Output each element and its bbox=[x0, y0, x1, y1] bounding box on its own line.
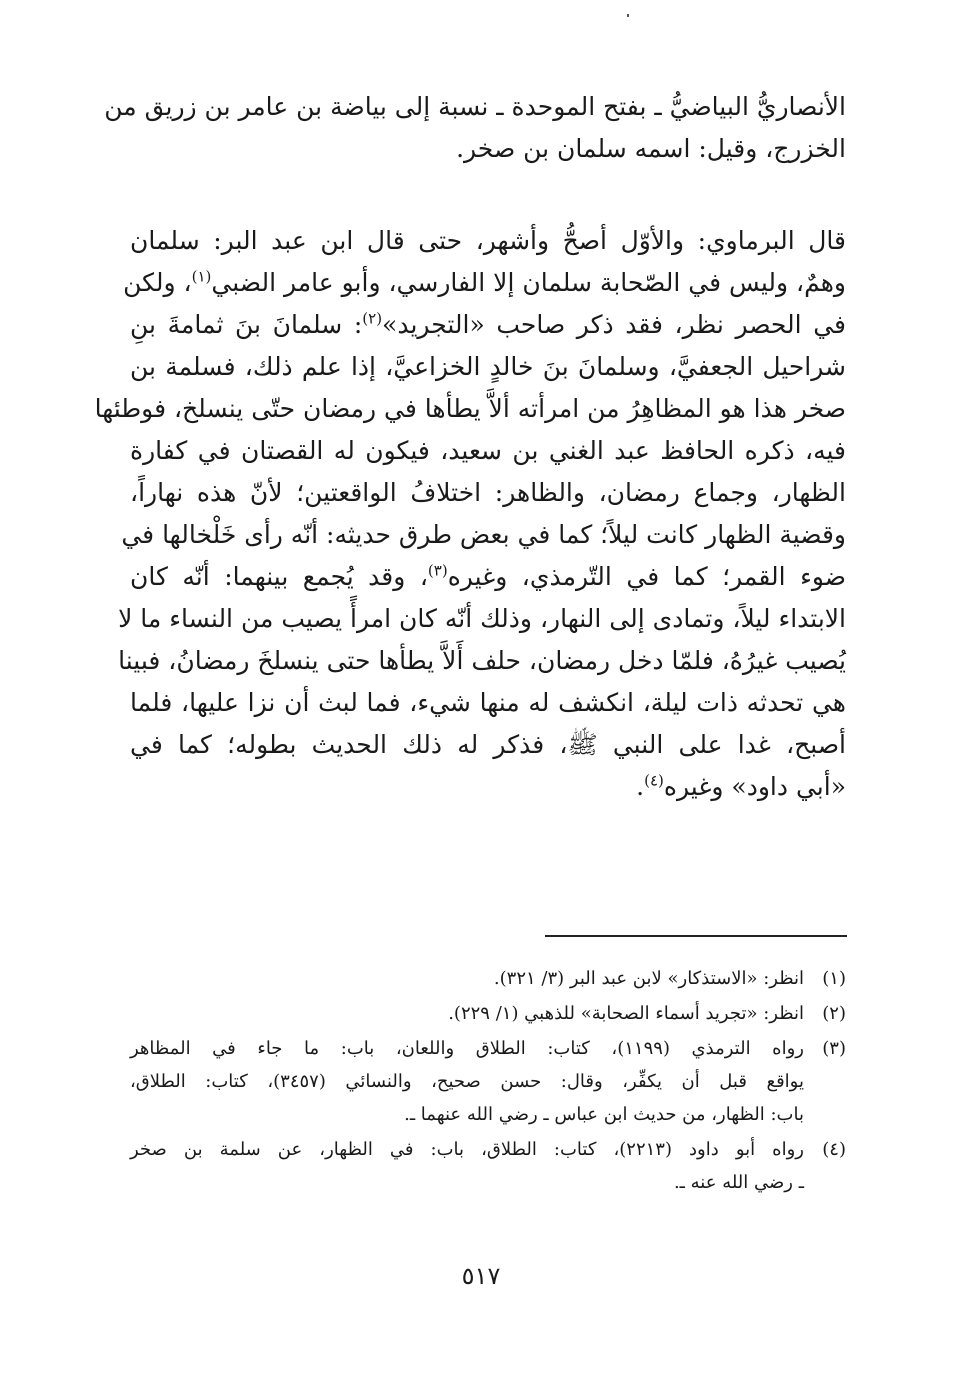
scan-mark bbox=[627, 14, 629, 17]
footnote-number: (٣) bbox=[822, 1038, 846, 1059]
text-line: يُصيب غيرُهُ، فلمّا دخل رمضان، حلف أَلاَّ يطأها حتى ينسلخَ رمضانُ، فبينا bbox=[118, 646, 846, 675]
footnote-number: (١) bbox=[822, 968, 846, 989]
footnote-line: رواه أبو داود (٢٢١٣)، كتاب: الطلاق، باب: في الظهار، عن سلمة بن صخر bbox=[130, 1139, 804, 1160]
text-line: هي تحدثه ذات ليلة، انكشف له منها شيء، فما لبث أن نزا عليها، فلما bbox=[130, 688, 846, 717]
text-line: الابتداء ليلاً، وتمادى إلى النهار، وذلك أنّه كان امرأً يصيب من النساء ما لا bbox=[118, 604, 846, 633]
footnote-line: انظر: «تجريد أسماء الصحابة» للذهبي (١/ ٢٢٩). bbox=[448, 1003, 804, 1024]
main-paragraph bbox=[94, 220, 847, 808]
footnote-ref: (٤) bbox=[644, 771, 664, 790]
page-number: ٥١٧ bbox=[461, 1262, 501, 1290]
text-line: الخزرج، وقيل: اسمه سلمان بن صخر. bbox=[456, 134, 846, 163]
footnote-line: باب: الظهار، من حديث ابن عباس ـ رضي الله عنهما ـ. bbox=[404, 1104, 804, 1125]
text-line bbox=[130, 766, 846, 808]
footnote-line: ـ رضي الله عنه ـ. bbox=[673, 1172, 804, 1193]
text-segment: «أبي داود» وغيره bbox=[663, 772, 846, 801]
text-line bbox=[123, 262, 846, 304]
footnote-4 bbox=[130, 1133, 846, 1199]
footnote-line: رواه الترمذي (١١٩٩)، كتاب: الطلاق واللعان، باب: ما جاء في المظاهر bbox=[130, 1038, 804, 1059]
text-line: شراحيل الجعفيَّ، وسلمانَ بنَ خالدٍ الخزاعيَّ، إذا علم ذلك، فسلمة بن bbox=[130, 352, 846, 381]
text-line: قال البرماوي: والأوّل أصحُّ وأشهر، حتى قال ابن عبد البر: سلمان bbox=[130, 226, 846, 255]
text-line: صخر هذا هو المظاهِرُ من امرأته ألاَّ يطأها في رمضان حتّى ينسلخ، فوطئها bbox=[94, 394, 846, 423]
footnote-line: انظر: «الاستذكار» لابن عبد البر (٣/ ٣٢١). bbox=[493, 968, 804, 989]
footnote-2 bbox=[130, 997, 846, 1030]
text-segment: : سلمانَ بنَ ثمامةَ بنِ bbox=[130, 310, 363, 339]
footnote-ref: (١) bbox=[191, 267, 212, 286]
text-line bbox=[130, 556, 846, 598]
text-line: أصبح، غدا على النبي ﷺ، فذكر له ذلك الحديث بطوله؛ كما في bbox=[130, 730, 846, 759]
text-line: الظهار، وجماع رمضان، والظاهر: اختلافُ الواقعتين؛ لأنّ هذه نهاراً، bbox=[130, 478, 846, 507]
text-segment: ، وقد يُجمع بينهما: أنّه كان bbox=[130, 562, 428, 591]
footnote-3 bbox=[130, 1032, 846, 1131]
footnotes bbox=[130, 962, 846, 1201]
footnote-ref: (٢) bbox=[362, 309, 383, 328]
text-line: فيه، ذكره الحافظ عبد الغني بن سعيد، فيكون له القصتان في كفارة bbox=[130, 436, 846, 465]
text-segment: ضوء القمر؛ كما في التّرمذي، وغيره bbox=[447, 562, 846, 591]
footnote-1 bbox=[130, 962, 846, 995]
text-segment: في الحصر نظر، فقد ذكر صاحب «التجريد» bbox=[382, 310, 847, 339]
footnote-number: (٢) bbox=[822, 1003, 846, 1024]
text-line: الأنصاريُّ البياضيُّ ـ بفتح الموحدة ـ نسبة إلى بياضة بن عامر بن زريق من bbox=[104, 92, 846, 121]
footnote-line: يواقع قبل أن يكفِّر، وقال: حسن صحيح، والنسائي (٣٤٥٧)، كتاب: الطلاق، bbox=[130, 1071, 804, 1092]
text-segment: وهمٌ، وليس في الصّحابة سلمان إلا الفارسي، وأبو عامر الضبي bbox=[211, 268, 846, 297]
footnote-divider bbox=[545, 935, 847, 937]
text-line bbox=[130, 304, 846, 346]
footnote-number: (٤) bbox=[822, 1139, 846, 1160]
text-segment: . bbox=[636, 772, 645, 801]
intro-paragraph bbox=[104, 86, 846, 170]
text-line: وقضية الظهار كانت ليلاً؛ كما في بعض طرق حديثه: أنّه رأى خَلْخالها في bbox=[121, 520, 846, 549]
text-segment: ، ولكن bbox=[123, 268, 192, 297]
footnote-ref: (٣) bbox=[427, 561, 448, 580]
